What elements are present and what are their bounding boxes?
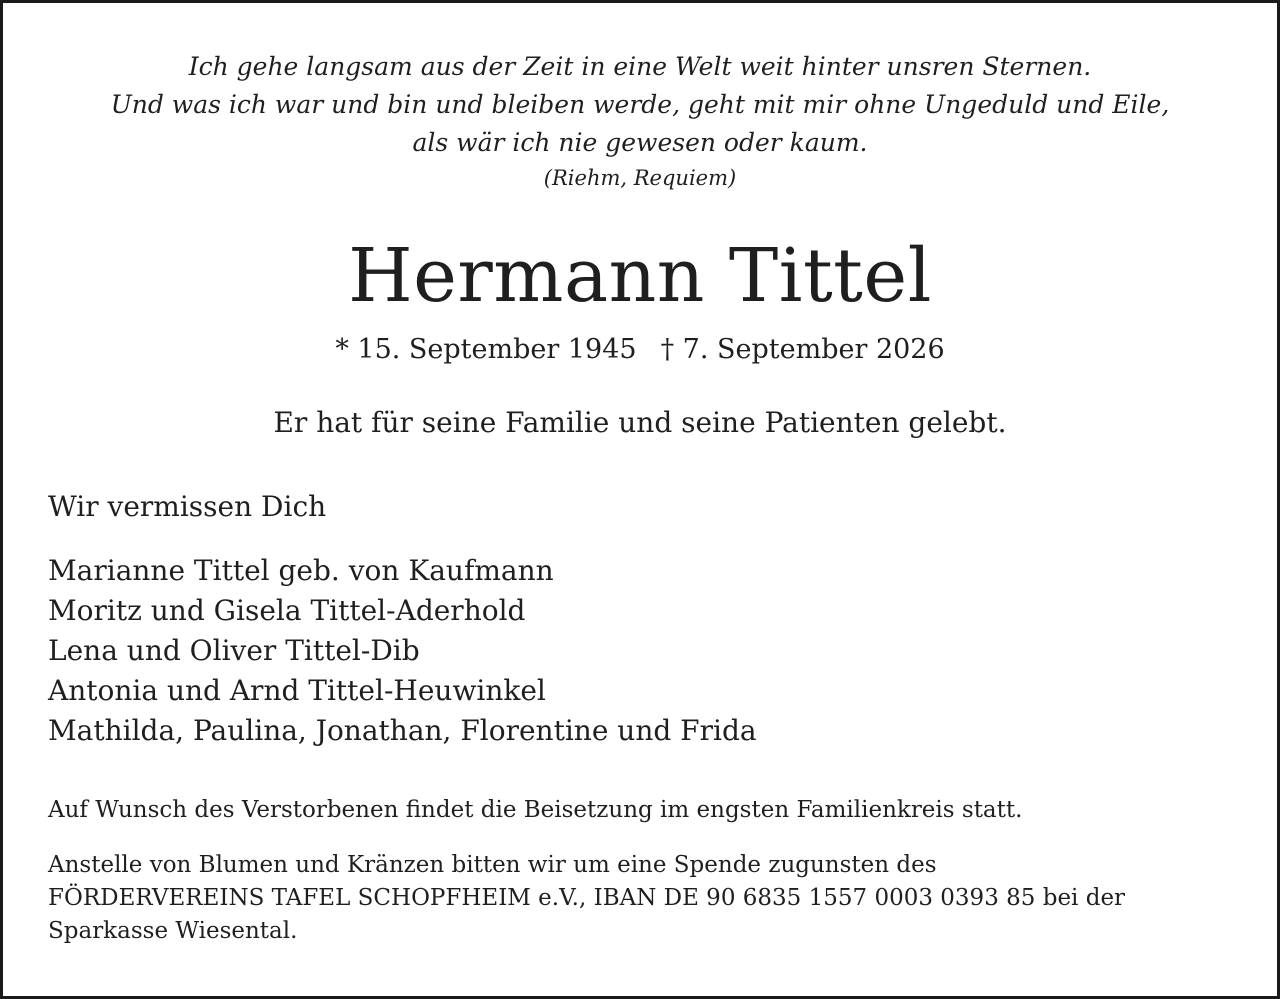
tagline: Er hat für seine Familie und seine Patienten gelebt.	[273, 406, 1007, 439]
mourner-entry: Mathilda, Paulina, Jonathan, Florentine und Frida	[48, 714, 757, 747]
donation-line: Anstelle von Blumen und Kränzen bitten wir um eine Spende zugunsten des	[48, 852, 937, 878]
life-dates	[3, 330, 1277, 370]
poem-source: (Riehm, Requiem)	[543, 166, 737, 190]
death-date: † 7. September 2026	[660, 334, 945, 365]
miss-line: Wir vermissen Dich	[48, 490, 327, 523]
mourner-entry: Antonia und Arnd Tittel-Heuwinkel	[48, 674, 546, 707]
deceased-name: Hermann Tittel	[348, 233, 932, 319]
poem-line: als wär ich nie gewesen oder kaum.	[412, 128, 868, 157]
mourner-entry: Lena und Oliver Tittel-Dib	[48, 634, 420, 667]
mourner-entry: Moritz und Gisela Tittel-Aderhold	[48, 594, 526, 627]
donation-note	[48, 849, 1125, 948]
birth-date: * 15. September 1945	[335, 334, 637, 365]
poem-line: Ich gehe langsam aus der Zeit in eine Welt weit hinter unsren Sternen.	[188, 52, 1092, 81]
poem-line: Und was ich war und bin und bleiben werde, geht mit mir ohne Ungeduld und Eile,	[110, 90, 1170, 119]
mourner-entry: Marianne Tittel geb. von Kaufmann	[48, 554, 554, 587]
poem-quote	[3, 48, 1277, 194]
mourners-list	[48, 551, 757, 751]
donation-line: Sparkasse Wiesental.	[48, 918, 298, 944]
donation-line: FÖRDERVEREINS TAFEL SCHOPFHEIM e.V., IBAN DE 90 6835 1557 0003 0393 85 bei der	[48, 885, 1126, 911]
burial-note: Auf Wunsch des Verstorbenen findet die Beisetzung im engsten Familienkreis statt.	[48, 797, 1023, 823]
